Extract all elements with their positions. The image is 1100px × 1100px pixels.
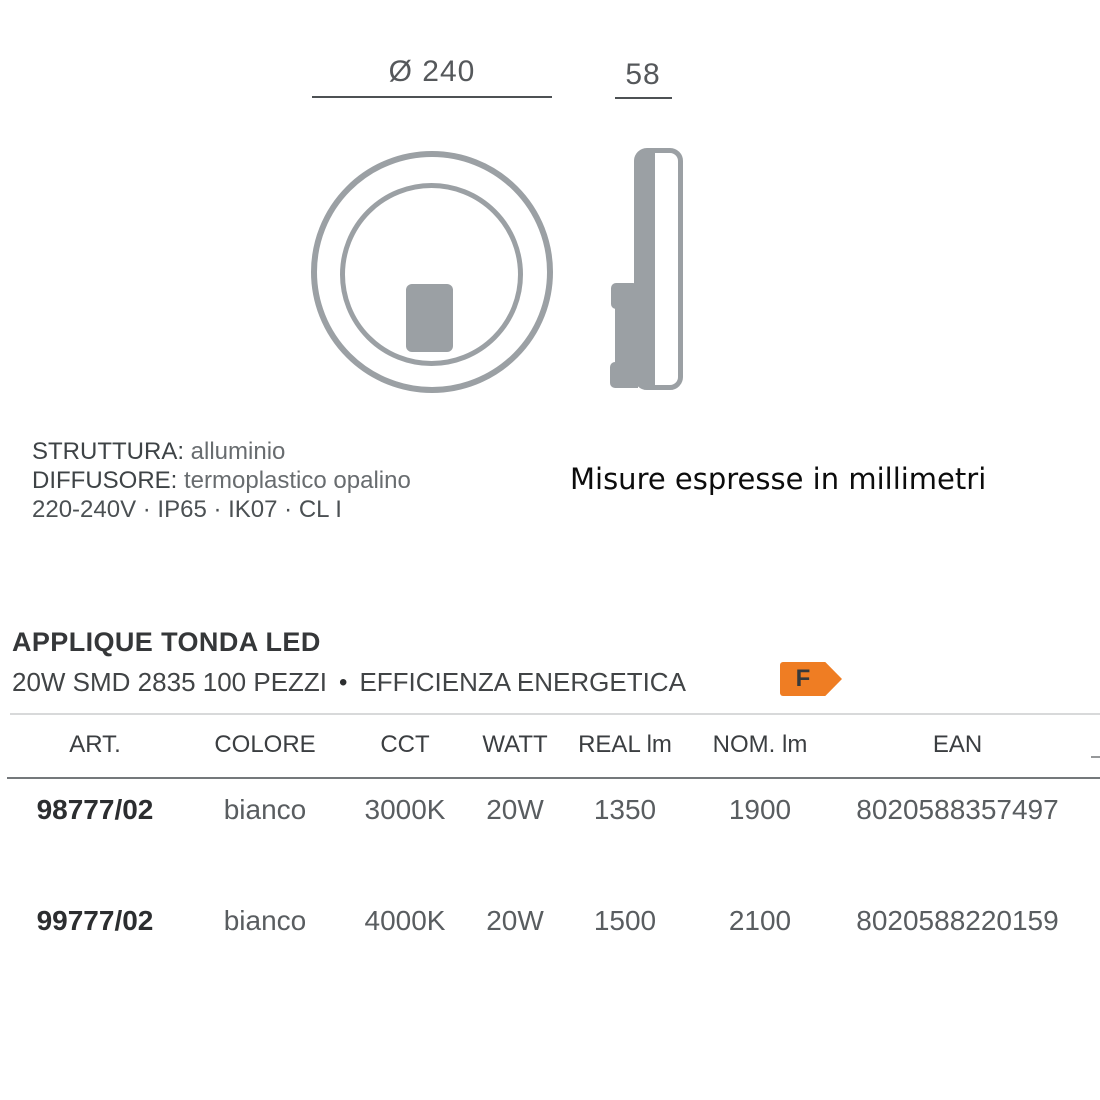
col-header-cct: CCT [380, 731, 430, 758]
header-right-tick [1091, 756, 1100, 758]
measurement-note: Misure espresse in millimetri [570, 462, 987, 496]
cell-cct: 4000K [364, 905, 446, 936]
electrical-ratings: 220-240V · IP65 · IK07 · CL I [32, 496, 342, 523]
cell-real-lm: 1500 [593, 905, 657, 936]
cell-cct: 3000K [364, 794, 446, 825]
cell-watt: 20W [486, 905, 544, 936]
front-dimension-line [312, 96, 552, 98]
cell-nom-lm: 2100 [728, 905, 792, 936]
spec-line-diffuser [32, 466, 411, 495]
table-header-row [0, 713, 1085, 777]
bullet-separator: • [339, 668, 348, 696]
col-header-watt: WATT [482, 731, 548, 758]
energy-class-letter: F [795, 665, 811, 692]
diffuser-value: termoplastico opalino [184, 467, 411, 494]
cell-ean: 8020588357497 [856, 794, 1059, 825]
subtitle-left: 20W SMD 2835 100 PEZZI [12, 667, 328, 697]
col-header-real-lm: REAL lm [578, 731, 672, 758]
subtitle-right: EFFICIENZA ENERGETICA [359, 667, 686, 697]
table-row [0, 890, 1085, 952]
cell-colore: bianco [223, 905, 307, 936]
col-header-ean: EAN [932, 731, 983, 758]
side-dimension-line [615, 97, 672, 99]
structure-label: STRUTTURA: [32, 438, 184, 465]
cell-watt: 20W [486, 794, 544, 825]
col-header-art: ART. [69, 731, 121, 758]
cell-nom-lm: 1900 [728, 794, 792, 825]
cell-colore: bianco [223, 794, 307, 825]
product-title: APPLIQUE TONDA LED [12, 627, 321, 657]
cell-real-lm: 1350 [593, 794, 657, 825]
spec-text-block [32, 437, 411, 524]
side-view-back-plate [637, 151, 655, 387]
cell-ean: 8020588220159 [856, 905, 1059, 936]
spec-line-structure [32, 437, 411, 466]
diffuser-label: DIFFUSORE: [32, 467, 178, 494]
side-depth-dimension: 58 [625, 58, 661, 91]
col-header-nom-lm: NOM. lm [712, 731, 808, 758]
product-subtitle [12, 667, 686, 698]
front-diameter-dimension: Ø 240 [388, 55, 476, 88]
table-row [0, 779, 1085, 841]
cell-art: 99777/02 [36, 905, 154, 936]
col-header-colore: COLORE [214, 731, 316, 758]
structure-value: alluminio [190, 438, 286, 465]
front-view-mount-bracket [406, 284, 453, 352]
cell-art: 98777/02 [36, 794, 154, 825]
